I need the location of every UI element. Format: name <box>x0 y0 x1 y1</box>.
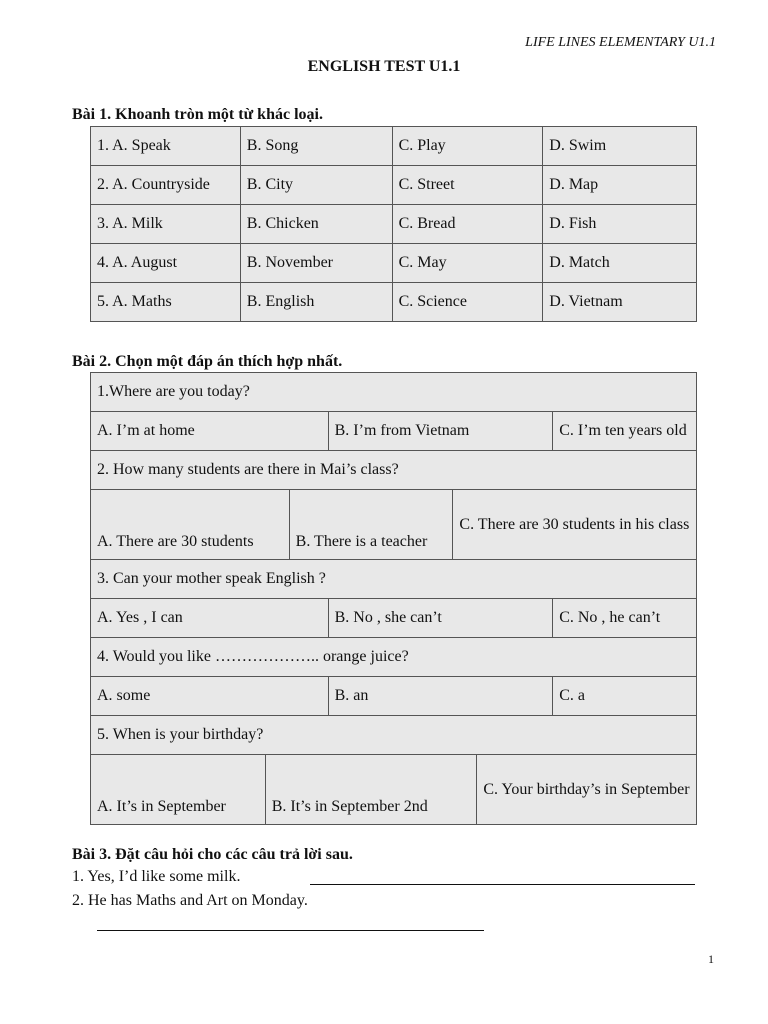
question-row <box>91 373 697 412</box>
option-cell[interactable]: B. English <box>240 283 392 322</box>
question-text: 4. Would you like ……………….. orange juice? <box>91 638 697 677</box>
answer-line[interactable] <box>310 884 695 885</box>
question-row <box>91 716 697 755</box>
section2-table <box>90 372 697 825</box>
option-cell[interactable]: C. Play <box>392 127 543 166</box>
option-cell[interactable]: B. November <box>240 244 392 283</box>
option-cell[interactable]: C. Science <box>392 283 543 322</box>
option-cell[interactable]: D. Match <box>543 244 697 283</box>
option-cell[interactable]: 1. A. Speak <box>91 127 241 166</box>
table-row <box>91 283 697 322</box>
option-cell[interactable]: D. Fish <box>543 205 697 244</box>
option-cell[interactable]: D. Vietnam <box>543 283 697 322</box>
question-row <box>91 560 697 599</box>
question-text: 5. When is your birthday? <box>91 716 697 755</box>
table-row <box>91 205 697 244</box>
question-item: 1. Yes, I’d like some milk. <box>72 868 241 885</box>
table-row <box>91 127 697 166</box>
section2-title: Bài 2. Chọn một đáp án thích hợp nhất. <box>72 353 343 370</box>
section1-table <box>90 126 697 322</box>
option-cell[interactable]: 5. A. Maths <box>91 283 241 322</box>
table-row <box>91 244 697 283</box>
answer-option[interactable]: C. No , he can’t <box>553 599 697 638</box>
answer-option[interactable]: B. No , she can’t <box>328 599 553 638</box>
series-header: LIFE LINES ELEMENTARY U1.1 <box>525 35 716 50</box>
answer-option[interactable]: A. I’m at home <box>91 412 329 451</box>
option-cell[interactable]: D. Swim <box>543 127 697 166</box>
option-cell[interactable]: B. City <box>240 166 392 205</box>
question-text: 2. How many students are there in Mai’s class? <box>91 451 697 490</box>
page-title: ENGLISH TEST U1.1 <box>307 58 461 75</box>
answer-line[interactable] <box>97 930 484 931</box>
answer-option[interactable]: A. There are 30 students <box>91 490 290 560</box>
question-item: 2. He has Maths and Art on Monday. <box>72 892 308 909</box>
answer-option[interactable]: C. There are 30 students in his class <box>453 490 697 560</box>
answer-option[interactable]: B. I’m from Vietnam <box>328 412 553 451</box>
table-row <box>91 166 697 205</box>
section3-title: Bài 3. Đặt câu hỏi cho các câu trả lời sau. <box>72 846 353 863</box>
answer-option[interactable]: B. It’s in September 2nd <box>265 755 477 825</box>
answer-option[interactable]: B. an <box>328 677 553 716</box>
answer-row <box>91 412 697 451</box>
section1-title: Bài 1. Khoanh tròn một từ khác loại. <box>72 106 323 123</box>
answer-option[interactable]: C. I’m ten years old <box>553 412 697 451</box>
option-cell[interactable]: 4. A. August <box>91 244 241 283</box>
option-cell[interactable]: C. Bread <box>392 205 543 244</box>
question-text: 1.Where are you today? <box>91 373 697 412</box>
answer-row <box>91 490 697 560</box>
option-cell[interactable]: 3. A. Milk <box>91 205 241 244</box>
answer-option[interactable]: C. Your birthday’s in September <box>477 755 697 825</box>
answer-row <box>91 755 697 825</box>
answer-row <box>91 677 697 716</box>
answer-row <box>91 599 697 638</box>
answer-option[interactable]: A. It’s in September <box>91 755 266 825</box>
answer-option[interactable]: B. There is a teacher <box>289 490 453 560</box>
option-cell[interactable]: D. Map <box>543 166 697 205</box>
option-cell[interactable]: C. Street <box>392 166 543 205</box>
question-row <box>91 638 697 677</box>
page-number: 1 <box>708 952 714 966</box>
answer-option[interactable]: A. Yes , I can <box>91 599 329 638</box>
option-cell[interactable]: B. Song <box>240 127 392 166</box>
option-cell[interactable]: B. Chicken <box>240 205 392 244</box>
question-row <box>91 451 697 490</box>
option-cell[interactable]: C. May <box>392 244 543 283</box>
question-text: 3. Can your mother speak English ? <box>91 560 697 599</box>
answer-option[interactable]: A. some <box>91 677 329 716</box>
option-cell[interactable]: 2. A. Countryside <box>91 166 241 205</box>
answer-option[interactable]: C. a <box>553 677 697 716</box>
